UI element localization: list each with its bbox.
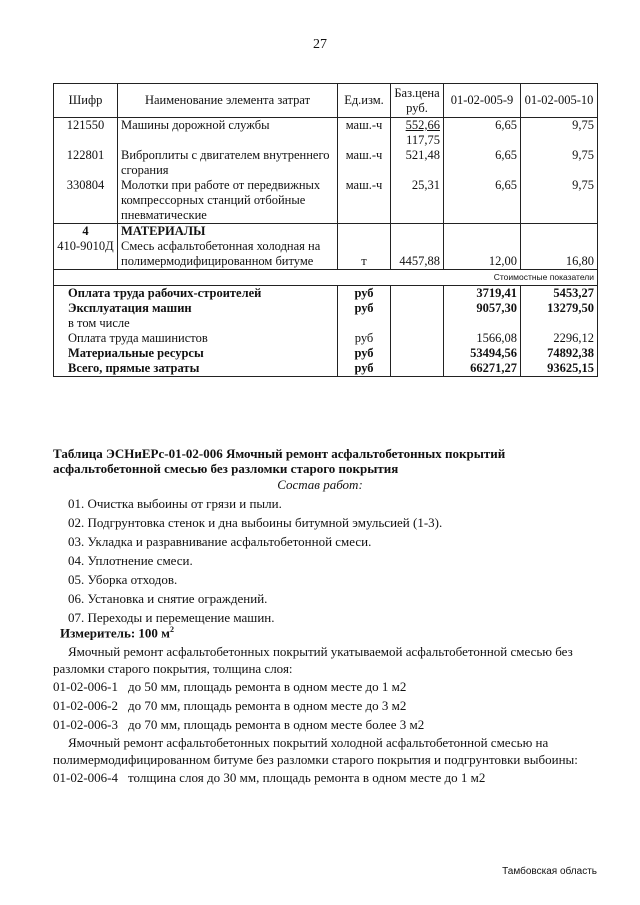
meter-text: Измеритель: 100 м [60, 625, 171, 641]
summary-row-unit: руб [338, 361, 391, 377]
cell-name: Молотки при работе от передвижных компрессорных станций отбойные пневматические [118, 178, 338, 224]
summary-row-empty [391, 331, 444, 346]
summary-row-unit [338, 316, 391, 331]
cell-code [54, 224, 118, 270]
summary-row-empty [391, 361, 444, 377]
cell-price: 4457,88 [391, 224, 444, 270]
code-id: 01-02-006-2 [53, 698, 118, 713]
section-heading-line-1: Таблица ЭСНиЕРс-01-02-006 Ямочный ремонт асфальтобетонных покрытий [53, 446, 506, 461]
summary-label-row [54, 270, 598, 286]
summary-row-value-2 [521, 316, 598, 331]
section-heading [53, 446, 593, 476]
cell-value-1: 12,00 [444, 224, 521, 270]
cell-name: Машины дорожной службы [118, 118, 338, 149]
cell-unit: маш.-ч [338, 148, 391, 178]
work-item: 07. Переходы и перемещение машин. [68, 610, 275, 625]
cell-value-2: 9,75 [521, 118, 598, 149]
summary-row-label: Всего, прямые затраты [54, 361, 338, 377]
paragraph-2-line-2: полимермодифицированном битуме без разломки старого покрытия и подгрунтовки выбоины: [53, 752, 578, 767]
summary-row-unit: руб [338, 286, 391, 302]
summary-row-value-1: 1566,08 [444, 331, 521, 346]
summary-row-value-2: 93625,15 [521, 361, 598, 377]
code-row [53, 770, 485, 786]
meter-label [60, 625, 174, 641]
cell-price [391, 118, 444, 149]
summary-row-value-1: 9057,30 [444, 301, 521, 316]
cell-value-1: 6,65 [444, 178, 521, 224]
work-item: 03. Укладка и разравнивание асфальтобетонной смеси. [68, 534, 372, 549]
cell-price: 25,31 [391, 178, 444, 224]
summary-row [54, 316, 598, 331]
cost-table [53, 83, 598, 377]
paragraph-2-line-1: Ямочный ремонт асфальтобетонных покрытий холодной асфальтобетонной смесью на [68, 735, 549, 750]
work-item: 05. Уборка отходов. [68, 572, 178, 587]
material-name: Смесь асфальтобетонная холодная на полимермодифицированном битуме [121, 239, 321, 268]
table-row [54, 178, 598, 224]
summary-label: Стоимостные показатели [54, 270, 598, 286]
summary-row-label: в том числе [54, 316, 338, 331]
header-col-2: 01-02-005-10 [521, 84, 598, 118]
composition-label: Состав работ: [277, 477, 363, 492]
summary-row-label: Оплата труда машинистов [54, 331, 338, 346]
footer-region: Тамбовская область [502, 866, 597, 877]
summary-row [54, 346, 598, 361]
work-item: 06. Установка и снятие ограждений. [68, 591, 268, 606]
summary-row-value-2: 2296,12 [521, 331, 598, 346]
header-name: Наименование элемента затрат [118, 84, 338, 118]
section-number: 4 [82, 224, 89, 238]
code-row [53, 698, 406, 714]
cell-value-2: 9,75 [521, 148, 598, 178]
section-heading-line-2: асфальтобетонной смесью без разломки старого покрытия [53, 461, 399, 476]
work-item: 01. Очистка выбоины от грязи и пыли. [68, 496, 282, 511]
paragraph-1 [53, 643, 603, 677]
code-row [53, 717, 424, 733]
cell-value-2: 9,75 [521, 178, 598, 224]
summary-row [54, 361, 598, 377]
work-item: 04. Уплотнение смеси. [68, 553, 193, 568]
summary-row-empty [391, 346, 444, 361]
cell-value-1: 6,65 [444, 148, 521, 178]
summary-row-value-2: 74892,38 [521, 346, 598, 361]
table-row [54, 118, 598, 149]
summary-row-value-1 [444, 316, 521, 331]
cell-code: 122801 [54, 148, 118, 178]
summary-row-unit: руб [338, 301, 391, 316]
summary-row-value-2: 5453,27 [521, 286, 598, 302]
cell-code: 330804 [54, 178, 118, 224]
code-text: до 50 мм, площадь ремонта в одном месте до 1 м2 [128, 679, 407, 694]
work-item: 02. Подгрунтовка стенок и дна выбоины битумной эмульсией (1-3). [68, 515, 443, 530]
header-col-1: 01-02-005-9 [444, 84, 521, 118]
cell-price: 521,48 [391, 148, 444, 178]
summary-row-label: Эксплуатация машин [54, 301, 338, 316]
price-secondary: 117,75 [406, 133, 440, 147]
section-title: МАТЕРИАЛЫ [121, 224, 206, 238]
summary-row-unit: руб [338, 346, 391, 361]
code-id: 01-02-006-4 [53, 770, 118, 785]
summary-row-value-1: 3719,41 [444, 286, 521, 302]
material-row [54, 224, 598, 270]
code-id: 01-02-006-1 [53, 679, 118, 694]
summary-row-value-1: 66271,27 [444, 361, 521, 377]
code-row [53, 679, 406, 695]
summary-row-empty [391, 301, 444, 316]
summary-row-value-2: 13279,50 [521, 301, 598, 316]
cell-name [118, 224, 338, 270]
summary-row [54, 301, 598, 316]
paragraph-1-line-1: Ямочный ремонт асфальтобетонных покрытий укатываемой асфальтобетонной смесью без [68, 644, 573, 659]
code-text: до 70 мм, площадь ремонта в одном месте до 3 м2 [128, 698, 407, 713]
code-id: 01-02-006-3 [53, 717, 118, 732]
summary-row-label: Оплата труда рабочих-строителей [54, 286, 338, 302]
code-text: толщина слоя до 30 мм, площадь ремонта в одном месте до 1 м2 [128, 770, 486, 785]
paragraph-1-line-2: разломки старого покрытия, толщина слоя: [53, 661, 293, 676]
summary-row [54, 331, 598, 346]
summary-row-label: Материальные ресурсы [54, 346, 338, 361]
summary-row-empty [391, 286, 444, 302]
cell-value-1: 6,65 [444, 118, 521, 149]
cell-value-2: 16,80 [521, 224, 598, 270]
cell-unit: маш.-ч [338, 118, 391, 149]
table-header-row [54, 84, 598, 118]
material-code: 410-9010Д [57, 239, 114, 253]
summary-row-unit: руб [338, 331, 391, 346]
header-code: Шифр [54, 84, 118, 118]
summary-row [54, 286, 598, 302]
paragraph-2 [53, 734, 603, 768]
page-number: 27 [313, 37, 327, 52]
cell-unit: т [338, 224, 391, 270]
cell-name: Виброплиты с двигателем внутреннего сгорания [118, 148, 338, 178]
table-row [54, 148, 598, 178]
code-text: до 70 мм, площадь ремонта в одном месте более 3 м2 [128, 717, 425, 732]
header-unit: Ед.изм. [338, 84, 391, 118]
cell-code: 121550 [54, 118, 118, 149]
cell-unit: маш.-ч [338, 178, 391, 224]
summary-row-empty [391, 316, 444, 331]
header-price: Баз.цена руб. [391, 84, 444, 118]
summary-row-value-1: 53494,56 [444, 346, 521, 361]
meter-superscript: 2 [170, 625, 175, 634]
price-primary: 552,66 [405, 118, 440, 132]
